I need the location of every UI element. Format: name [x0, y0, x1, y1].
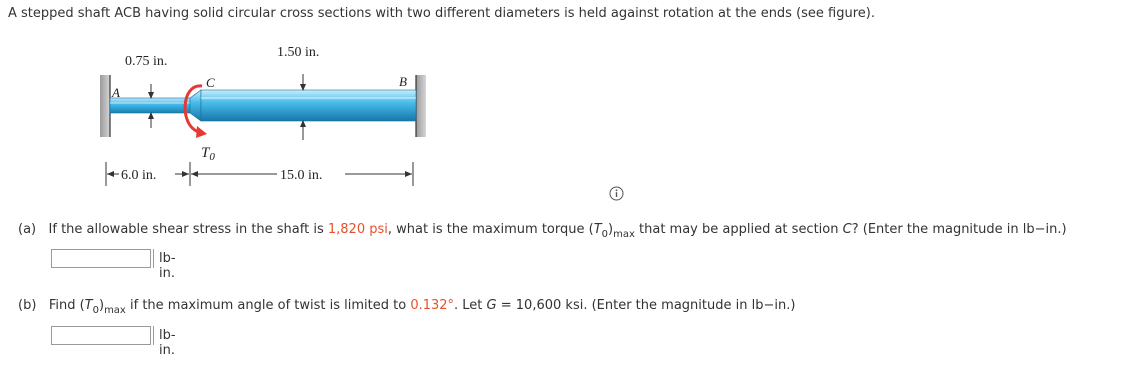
torque-label: $T_0$ [201, 145, 215, 163]
part-b-answer-input[interactable] [51, 326, 151, 345]
right-wall [416, 75, 426, 137]
part-a-stress-value: 1,820 psi [327, 222, 388, 237]
label-b: B [399, 74, 407, 89]
dim-d2-label: 1.50 in. [277, 45, 320, 60]
part-b-unit: lb-in. [159, 328, 176, 358]
part-a-label: (a) [18, 222, 37, 237]
part-b-angle-value: 0.132° [410, 298, 455, 313]
part-a-unit: lb-in. [159, 251, 176, 281]
torque-arrowhead [196, 126, 207, 138]
shaft-cb [201, 90, 416, 121]
problem-intro: A stepped shaft ACB having solid circular cross sections with two different diameters is held against rotation at the ends (see figure). [8, 6, 876, 21]
len-cb-label: 15.0 in. [280, 168, 323, 183]
part-a-question: (a) If the allowable shear stress in the shaft is 1,820 psi, what is the maximum torque $(T_0)_{max}$ that may be applied at section C? (Enter the magnitude in lb−in.) [18, 222, 1067, 240]
info-icon[interactable] [609, 186, 624, 201]
stepped-shaft-figure [95, 40, 455, 190]
label-c: C [206, 75, 215, 90]
len-ac-label: 6.0 in. [121, 168, 157, 183]
left-wall [100, 75, 110, 137]
label-a: A [112, 85, 120, 100]
part-a-answer-input[interactable] [51, 249, 151, 268]
part-b-label: (b) [18, 298, 37, 313]
shaft-ac [110, 98, 190, 113]
shaft-transition [190, 90, 201, 121]
part-b-question: (b) Find $(T_0)_{max}$ if the maximum angle of twist is limited to 0.132°. Let G = 10,600 ksi. (Enter the magnitude in lb−in.) [18, 298, 796, 316]
dim-d1-label: 0.75 in. [125, 54, 168, 69]
